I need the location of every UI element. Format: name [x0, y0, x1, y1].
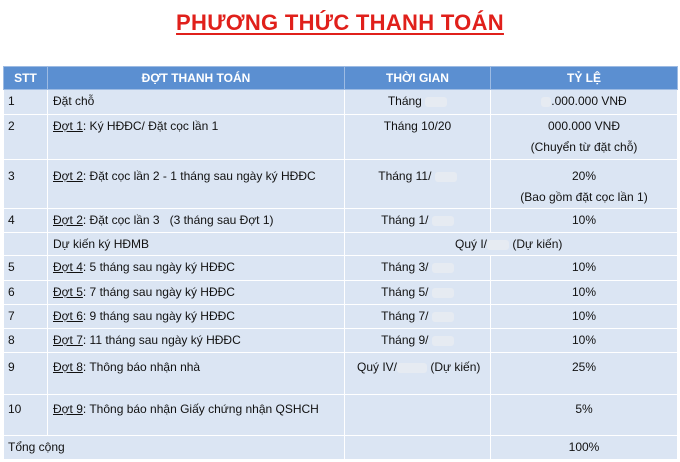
- time-cell: Tháng 3/: [345, 256, 491, 281]
- table-row: [4, 90, 678, 115]
- ratio-cell: 25%: [491, 353, 678, 395]
- page-title: PHƯƠNG THỨC THANH TOÁN: [176, 10, 504, 35]
- row-number: 10: [4, 395, 48, 436]
- time-cell: Tháng 10/20: [345, 115, 491, 160]
- time-cell: Quý IV/ (Dự kiến): [345, 353, 491, 395]
- row-number: 4: [4, 209, 48, 233]
- row-number: 5: [4, 256, 48, 281]
- ratio-cell: 10%: [491, 256, 678, 281]
- ratio-cell: 000.000 VNĐ (Chuyển từ đặt chỗ): [491, 115, 678, 160]
- header-phase: ĐỢT THANH TOÁN: [48, 67, 345, 90]
- table-header-row: [4, 67, 678, 90]
- phase-cell: Đợt 6: 9 tháng sau ngày ký HĐĐC: [48, 305, 345, 329]
- header-ratio: TỶ LỆ: [491, 67, 678, 90]
- table-row: [4, 209, 678, 233]
- table-row: [4, 256, 678, 281]
- time-cell: Tháng 7/: [345, 305, 491, 329]
- phase-cell: Dự kiến ký HĐMB: [48, 233, 345, 256]
- row-number: 2: [4, 115, 48, 160]
- phase-cell: Đợt 7: 11 tháng sau ngày ký HĐĐC: [48, 329, 345, 353]
- total-ratio: 100%: [491, 436, 678, 460]
- row-number: 9: [4, 353, 48, 395]
- ratio-cell: 10%: [491, 209, 678, 233]
- ratio-cell: 10%: [491, 305, 678, 329]
- phase-cell: Đợt 9: Thông báo nhận Giấy chứng nhận QSHCH: [48, 395, 345, 436]
- phase-cell: Đợt 8: Thông báo nhận nhà: [48, 353, 345, 395]
- ratio-cell: .000.000 VNĐ: [491, 90, 678, 115]
- phase-cell: Đợt 1: Ký HĐĐC/ Đặt cọc lần 1: [48, 115, 345, 160]
- table-row: [4, 233, 678, 256]
- time-cell: Tháng 5/: [345, 281, 491, 305]
- ratio-cell: 10%: [491, 281, 678, 305]
- phase-cell: Đợt 2: Đặt cọc lần 2 - 1 tháng sau ngày ký HĐĐC: [48, 160, 345, 209]
- row-number: 6: [4, 281, 48, 305]
- time-cell: Tháng 9/: [345, 329, 491, 353]
- time-cell: Tháng 1/: [345, 209, 491, 233]
- phase-cell: Đặt chỗ: [48, 90, 345, 115]
- time-cell: Tháng: [345, 90, 491, 115]
- phase-cell: Đợt 2: Đặt cọc lần 3 (3 tháng sau Đợt 1): [48, 209, 345, 233]
- row-number: 8: [4, 329, 48, 353]
- table-row: [4, 353, 678, 395]
- row-number: 7: [4, 305, 48, 329]
- phase-cell: Đợt 4: 5 tháng sau ngày ký HĐĐC: [48, 256, 345, 281]
- row-number: 3: [4, 160, 48, 209]
- table-row: [4, 395, 678, 436]
- total-row: [4, 436, 678, 460]
- time-cell: [345, 395, 491, 436]
- table-row: [4, 281, 678, 305]
- row-number: 1: [4, 90, 48, 115]
- table-row: [4, 305, 678, 329]
- header-stt: STT: [4, 67, 48, 90]
- time-cell: Tháng 11/: [345, 160, 491, 209]
- time-cell: [345, 436, 491, 460]
- ratio-cell: 20% (Bao gồm đặt cọc lần 1): [491, 160, 678, 209]
- table-row: [4, 329, 678, 353]
- row-number: [4, 233, 48, 256]
- header-time: THỜI GIAN: [345, 67, 491, 90]
- time-cell: Quý I/ (Dự kiến): [345, 233, 678, 256]
- total-label: Tổng cộng: [4, 436, 345, 460]
- ratio-cell: 10%: [491, 329, 678, 353]
- phase-cell: Đợt 5: 7 tháng sau ngày ký HĐĐC: [48, 281, 345, 305]
- table-row: [4, 160, 678, 209]
- table-row: [4, 115, 678, 160]
- ratio-cell: 5%: [491, 395, 678, 436]
- payment-table: [3, 66, 678, 460]
